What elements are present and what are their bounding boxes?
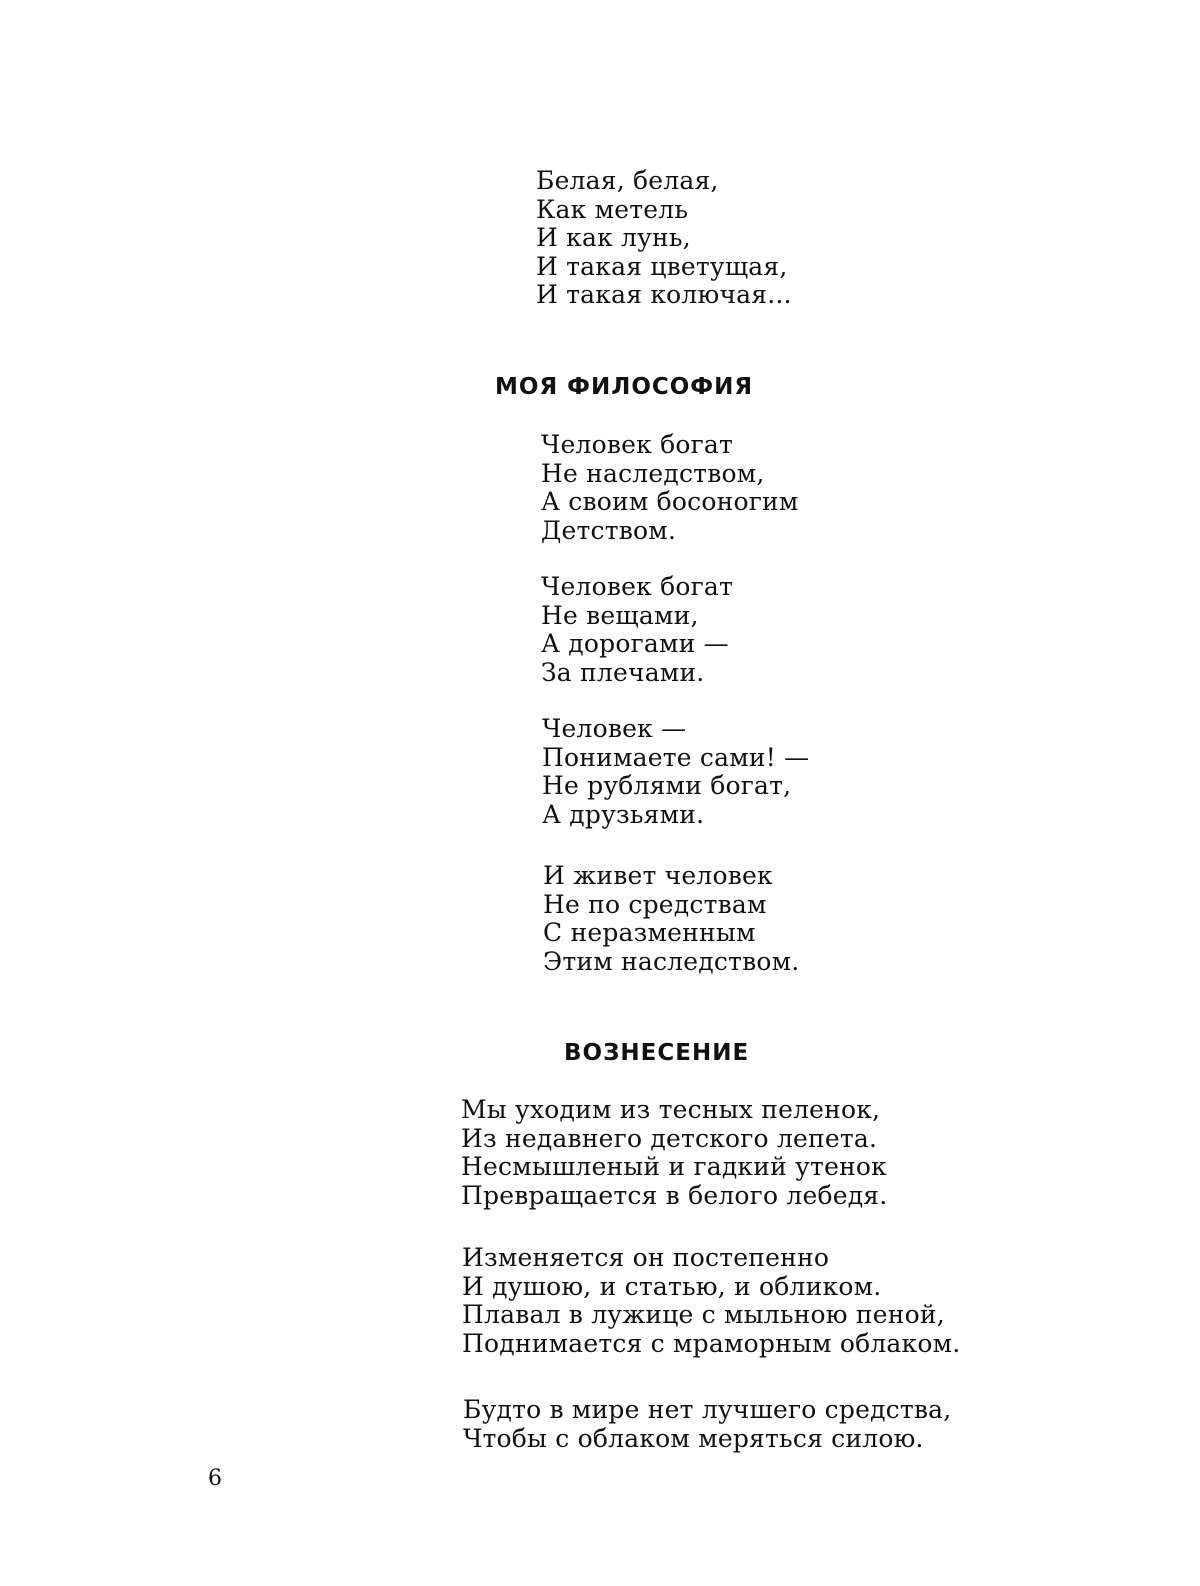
poem-line: А дорогами — xyxy=(541,629,729,659)
poem3-stanza-1 xyxy=(461,1096,887,1210)
poem-line: Человек богат xyxy=(541,572,734,601)
poem-line: Мы уходим из тесных пеленок, xyxy=(461,1095,881,1124)
poem-line: Не по средствам xyxy=(543,889,767,919)
poem2-stanza-3 xyxy=(542,715,809,829)
poem1-stanza xyxy=(536,167,792,310)
poem-line: Не вещами, xyxy=(541,600,699,630)
poem-line: Детством. xyxy=(541,515,677,545)
poem-line: Несмышленый и гадкий утенок xyxy=(461,1152,888,1182)
poem-line: Белая, белая, xyxy=(536,166,719,195)
poem-line: И как лунь, xyxy=(536,223,691,253)
poem-line: И такая колючая... xyxy=(536,280,792,310)
poem-line: За плечами. xyxy=(541,657,705,687)
poem-line: Человек богат xyxy=(541,430,734,459)
poem2-stanza-4 xyxy=(543,862,799,976)
poem-line: Из недавнего детского лепета. xyxy=(461,1123,878,1153)
poem-line: Понимаете сами! — xyxy=(542,742,810,772)
poem-line: Как метель xyxy=(536,194,689,224)
poem2-stanza-1 xyxy=(541,431,799,545)
poem-line: А своим босоногим xyxy=(541,487,799,517)
poem-line: С неразменным xyxy=(543,918,756,948)
poem-line: Человек — xyxy=(542,714,687,743)
poem-line: И живет человек xyxy=(543,861,773,890)
poem-line: Плавал в лужице с мыльною пеной, xyxy=(462,1300,945,1330)
poem2-stanza-2 xyxy=(541,573,733,687)
poem-line: Будто в мире нет лучшего средства, xyxy=(463,1395,952,1424)
poem-line: Превращается в белого лебедя. xyxy=(461,1180,888,1210)
poem-title: МОЯ ФИЛОСОФИЯ xyxy=(495,374,754,400)
poem3-stanza-3 xyxy=(463,1396,951,1453)
poem-line: И такая цветущая, xyxy=(536,251,788,281)
poem-title: ВОЗНЕСЕНИЕ xyxy=(564,1040,750,1066)
poem-line: Этим наследством. xyxy=(543,946,800,976)
poem3-stanza-2 xyxy=(462,1244,960,1358)
poem-line: Не наследством, xyxy=(541,458,765,488)
page-number: 6 xyxy=(208,1466,222,1491)
poem-line: И душою, и статью, и обликом. xyxy=(462,1271,882,1301)
poem-line: Изменяется он постепенно xyxy=(462,1243,830,1272)
poem-line: Поднимается с мраморным облаком. xyxy=(462,1328,961,1358)
poem-line: Не рублями богат, xyxy=(542,771,792,801)
poem-line: Чтобы с облаком меряться силою. xyxy=(463,1423,924,1453)
poem-line: А друзьями. xyxy=(542,799,705,829)
